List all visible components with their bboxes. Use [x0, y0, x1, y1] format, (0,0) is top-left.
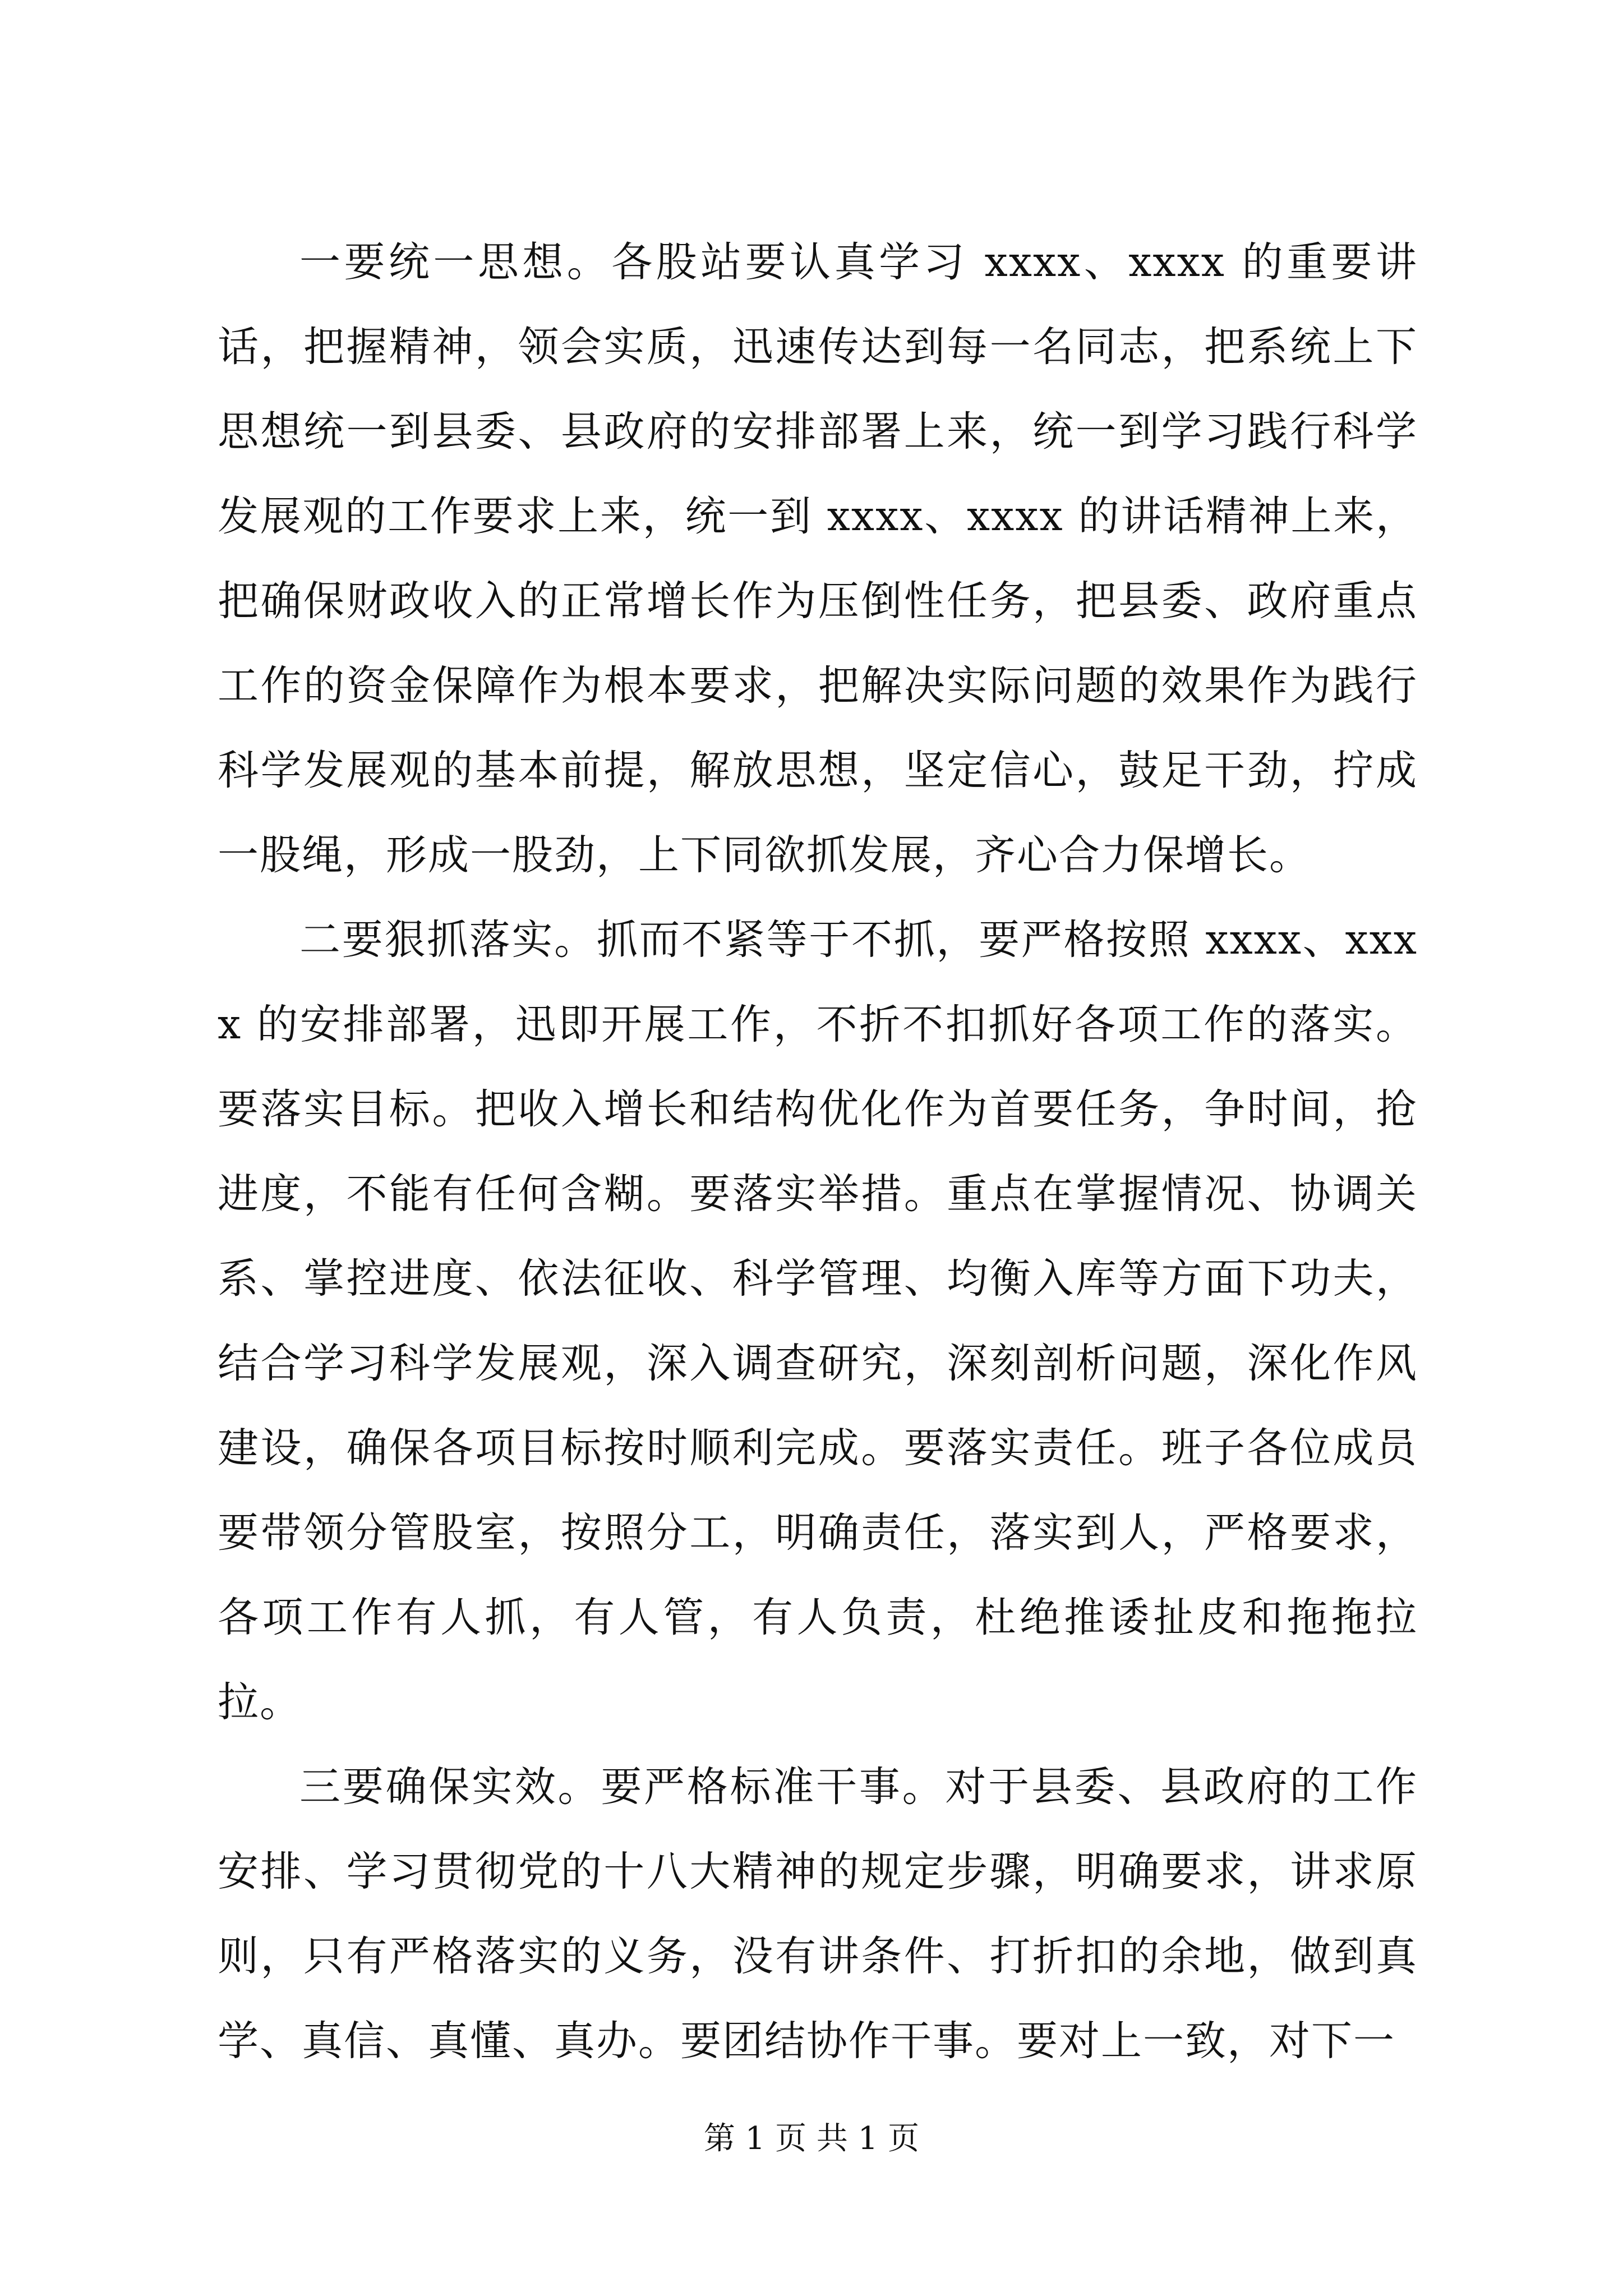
paragraph-1: 一要统一思想。各股站要认真学习 xxxx、xxxx 的重要讲话，把握精神，领会实质，迅速传达到每一名同志，把系统上下思想统一到县委、县政府的安排部署上来，统一到学习践行科学发展观的工作要求上来，统一到 xxxx、xxxx 的讲话精神上来，把确保财政收入的正常增长作为压倒性任务，把县委、政府重点工作的资金保障作为根本要求，把解决实际问题的效果作为践行科学发展观的基本前提，解放思想，坚定信心，鼓足干劲，拧成一股绳，形成一股劲，上下同欲抓发展，齐心合力保增长。 — [218, 238, 1418, 879]
paragraph-3: 三要确保实效。要严格标准干事。对于县委、县政府的工作安排、学习贯彻党的十八大精神的规定步骤，明确要求，讲求原则，只有严格落实的义务，没有讲条件、打折扣的余地，做到真学、真信、真懂、真办。要团结协作干事。要对上一致，对下一 — [218, 1763, 1418, 2065]
page-footer: 第 1 页 共 1 页 — [703, 2120, 920, 2157]
paragraph-2: 二要狠抓落实。抓而不紧等于不抓，要严格按照 xxxx、xxxx 的安排部署，迅即开展工作，不折不扣抓好各项工作的落实。要落实目标。把收入增长和结构优化作为首要任务，争时间，抢进度，不能有任何含糊。要落实举措。重点在掌握情况、协调关系、掌控进度、依法征收、科学管理、均衡入库等方面下功夫，结合学习科学发展观，深入调查研究，深刻剖析问题，深化作风建设，确保各项目标按时顺利完成。要落实责任。班子各位成员要带领分管股室，按照分工，明确责任，落实到人，严格要求，各项工作有人抓，有人管，有人负责，杜绝推诿扯皮和拖拖拉拉。 — [218, 916, 1418, 1726]
document-body — [218, 220, 1418, 2083]
